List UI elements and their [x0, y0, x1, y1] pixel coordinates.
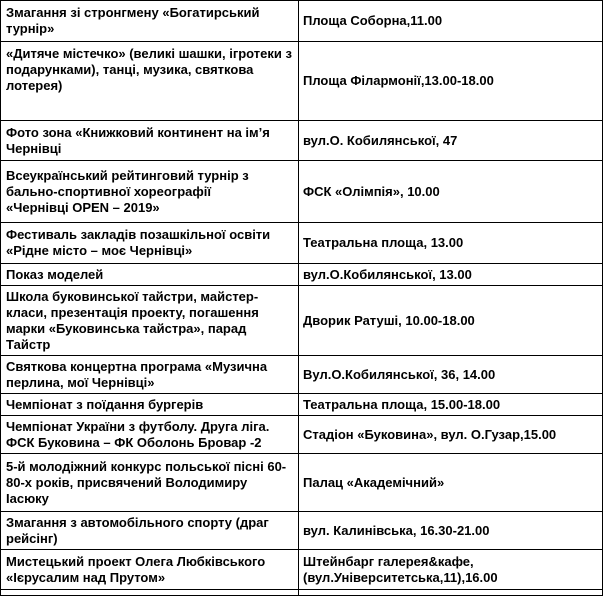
- event-place-time-cell: Театральна площа, 13.00: [299, 223, 603, 264]
- event-name-cell: Мистецький проект Олега Любківського «Ієрусалим над Прутом»: [1, 550, 299, 590]
- event-name-cell: Змагання зі стронгмену «Богатирський турнір»: [1, 1, 299, 42]
- table-row: [1, 512, 603, 550]
- event-place-time-cell: Вул.О.Кобилянської, 36, 14.00: [299, 356, 603, 394]
- table-row: [1, 1, 603, 42]
- event-place-time-cell: вул.О. Кобилянської, 47: [299, 121, 603, 161]
- event-place-time-cell: Театральна площа, 15.00-18.00: [299, 394, 603, 416]
- event-place-time-cell: Площа Філармонії,13.00-18.00: [299, 42, 603, 121]
- table-row: [1, 394, 603, 416]
- event-name-cell: Фото зона «Книжковий континент на ім’я Чернівці: [1, 121, 299, 161]
- event-place-time-cell: вул. Калинівська, 16.30-21.00: [299, 512, 603, 550]
- event-place-time-cell: ФСК «Олімпія», 10.00: [299, 161, 603, 223]
- table-row: [1, 454, 603, 512]
- table-row: [1, 161, 603, 223]
- table-row: [1, 356, 603, 394]
- event-name-cell: «Дитяче містечко» (великі шашки, ігротеки з подарунками), танці, музика, святкова лотерея): [1, 42, 299, 121]
- event-name-cell: Всеукраїнський рейтинговий турнір з бально-спортивної хореографії «Чернівці OPEN – 2019»: [1, 161, 299, 223]
- event-name-cell: Чемпіонат України з футболу. Друга ліга. ФСК Буковина – ФК Оболонь Бровар -2: [1, 416, 299, 454]
- event-name-cell: Чемпіонат з поїдання бургерів: [1, 394, 299, 416]
- event-name-cell: Змагання з автомобільного спорту (драг рейсінг): [1, 512, 299, 550]
- event-place-time-cell: Площа Соборна,11.00: [299, 1, 603, 42]
- event-place-time-cell: Штейнбарг галерея&кафе, (вул.Університетська,11),16.00: [299, 550, 603, 590]
- event-place-time-cell: Дворик Ратуші, 10.00-18.00: [299, 286, 603, 356]
- event-place-time-cell: Стадіон «Буковина», вул. О.Гузар,15.00: [299, 416, 603, 454]
- table-row: [1, 42, 603, 121]
- table-row: [1, 223, 603, 264]
- event-place-time-cell: Палац «Академічний»: [299, 454, 603, 512]
- event-name-cell: Святкова концертна програма «Музична перлина, мої Чернівці»: [1, 356, 299, 394]
- table-row: [1, 416, 603, 454]
- event-name-cell: Показ моделей: [1, 264, 299, 286]
- event-place-time-cell: вул.О.Кобилянської, 13.00: [299, 264, 603, 286]
- table-row: [1, 264, 603, 286]
- event-name-cell: Школа буковинської тайстри, майстер-класи, презентація проекту, погашення марки «Буковинська тайстра», парад Тайстр: [1, 286, 299, 356]
- event-name-cell: Фестиваль закладів позашкільної освіти «Рідне місто – моє Чернівці»: [1, 223, 299, 264]
- table-row: [1, 550, 603, 590]
- event-name-cell: 5-й молодіжний конкурс польської пісні 60-80-х років, присвячений Володимиру Іасюку: [1, 454, 299, 512]
- table-row: [1, 121, 603, 161]
- table-row: [1, 286, 603, 356]
